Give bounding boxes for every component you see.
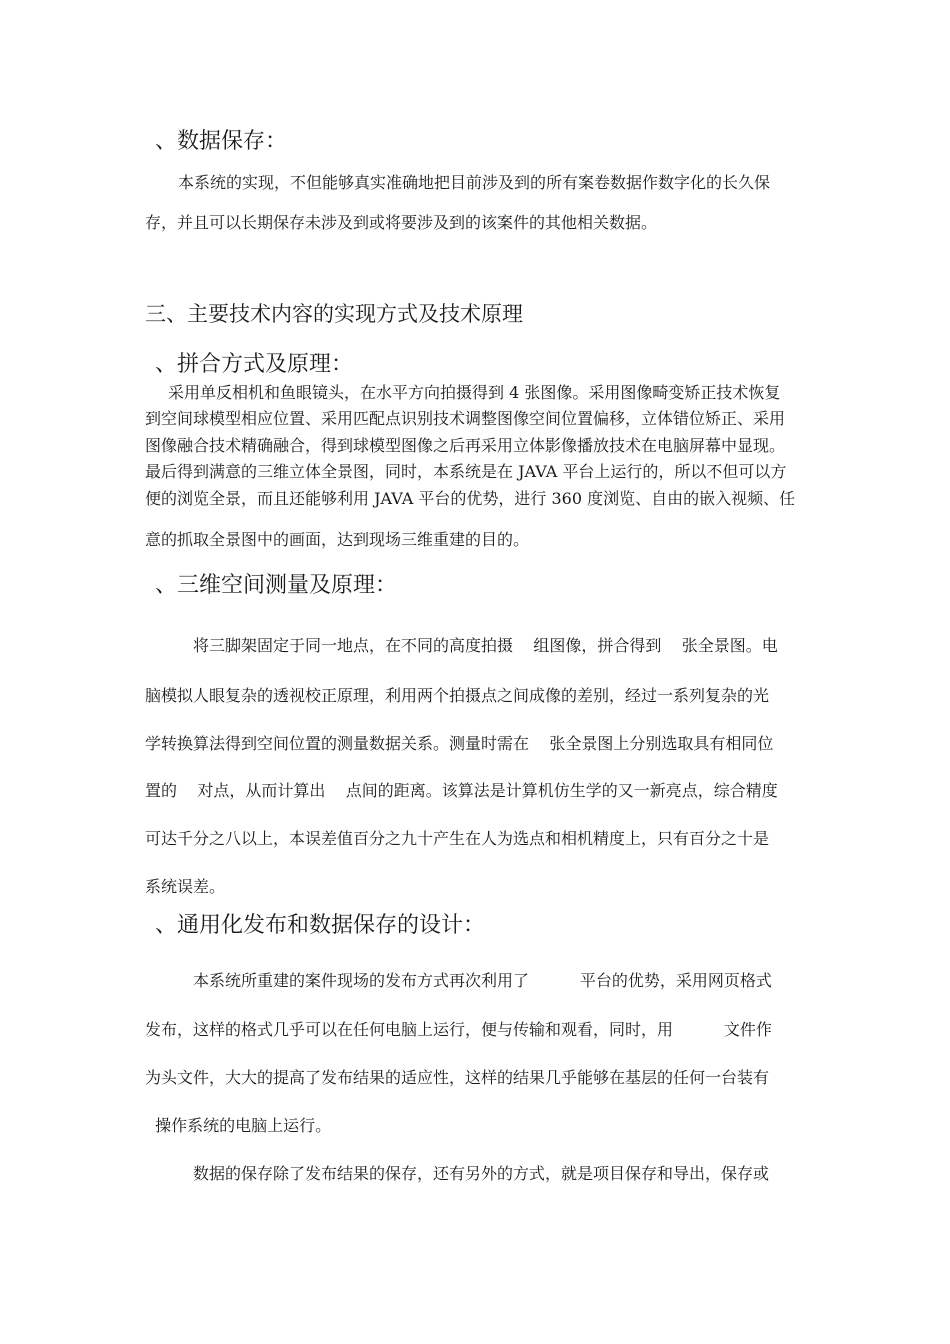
paragraph-line: 存，并且可以长期保存未涉及到或将要涉及到的该案件的其他相关数据。 [145,213,658,232]
section-heading-stitching: 、拼合方式及原理： [155,352,354,377]
paragraph-line: 脑模拟人眼复杂的透视校正原理，利用两个拍摄点之间成像的差别，经过一系列复杂的光 [145,686,770,705]
paragraph-line: 便的浏览全景，而且还能够利用 JAVA 平台的优势，进行 360 度浏览、自由的嵌入视频、任 [145,489,796,508]
chapter-heading: 三、主要技术内容的实现方式及技术原理 [145,302,523,326]
paragraph-line: 本系统的实现，不但能够真实准确地把目前涉及到的所有案卷数据作数字化的长久保 [178,173,771,192]
section-heading-measurement: 、三维空间测量及原理： [155,573,398,598]
paragraph-line: 意的抓取全景图中的画面，达到现场三维重建的目的。 [145,530,530,549]
section-heading-publishing: 、通用化发布和数据保存的设计： [155,913,486,938]
paragraph-line: 系统误差。 [145,877,226,896]
paragraph-line: 置的 对点，从而计算出 点间的距离。该算法是计算机仿生学的又一新亮点，综合精度 [145,781,778,800]
paragraph-line: 为头文件，大大的提高了发布结果的适应性，这样的结果几乎能够在基层的任何一台装有 [145,1068,770,1087]
paragraph-line: 本系统所重建的案件现场的发布方式再次利用了 平台的优势，采用网页格式 [193,971,772,990]
paragraph-line: 发布，这样的格式几乎可以在任何电脑上运行，便与传输和观看，同时，用 文件作 [145,1020,772,1039]
paragraph-line: 可达千分之八以上，本误差值百分之九十产生在人为选点和相机精度上，只有百分之十是 [145,829,770,848]
paragraph-line: 最后得到满意的三维立体全景图，同时，本系统是在 JAVA 平台上运行的，所以不但可以方 [145,462,787,481]
section-heading-data-save: 、数据保存： [155,129,288,154]
paragraph-line: 采用单反相机和鱼眼镜头，在水平方向拍摄得到 4 张图像。采用图像畸变矫正技术恢复 [168,383,781,402]
paragraph-line: 到空间球模型相应位置、采用匹配点识别技术调整图像空间位置偏移，立体错位矫正、采用 [145,409,786,428]
paragraph-line: 数据的保存除了发布结果的保存，还有另外的方式，就是项目保存和导出，保存或 [193,1164,770,1183]
paragraph-line: 图像融合技术精确融合，得到球模型图像之后再采用立体影像播放技术在电脑屏幕中显现。 [145,436,786,455]
paragraph-line: 将三脚架固定于同一地点，在不同的高度拍摄 组图像，拼合得到 张全景图。电 [193,636,778,655]
paragraph-line: 学转换算法得到空间位置的测量数据关系。测量时需在 张全景图上分别选取具有相同位 [145,734,774,753]
paragraph-line: 操作系统的电脑上运行。 [145,1116,332,1135]
